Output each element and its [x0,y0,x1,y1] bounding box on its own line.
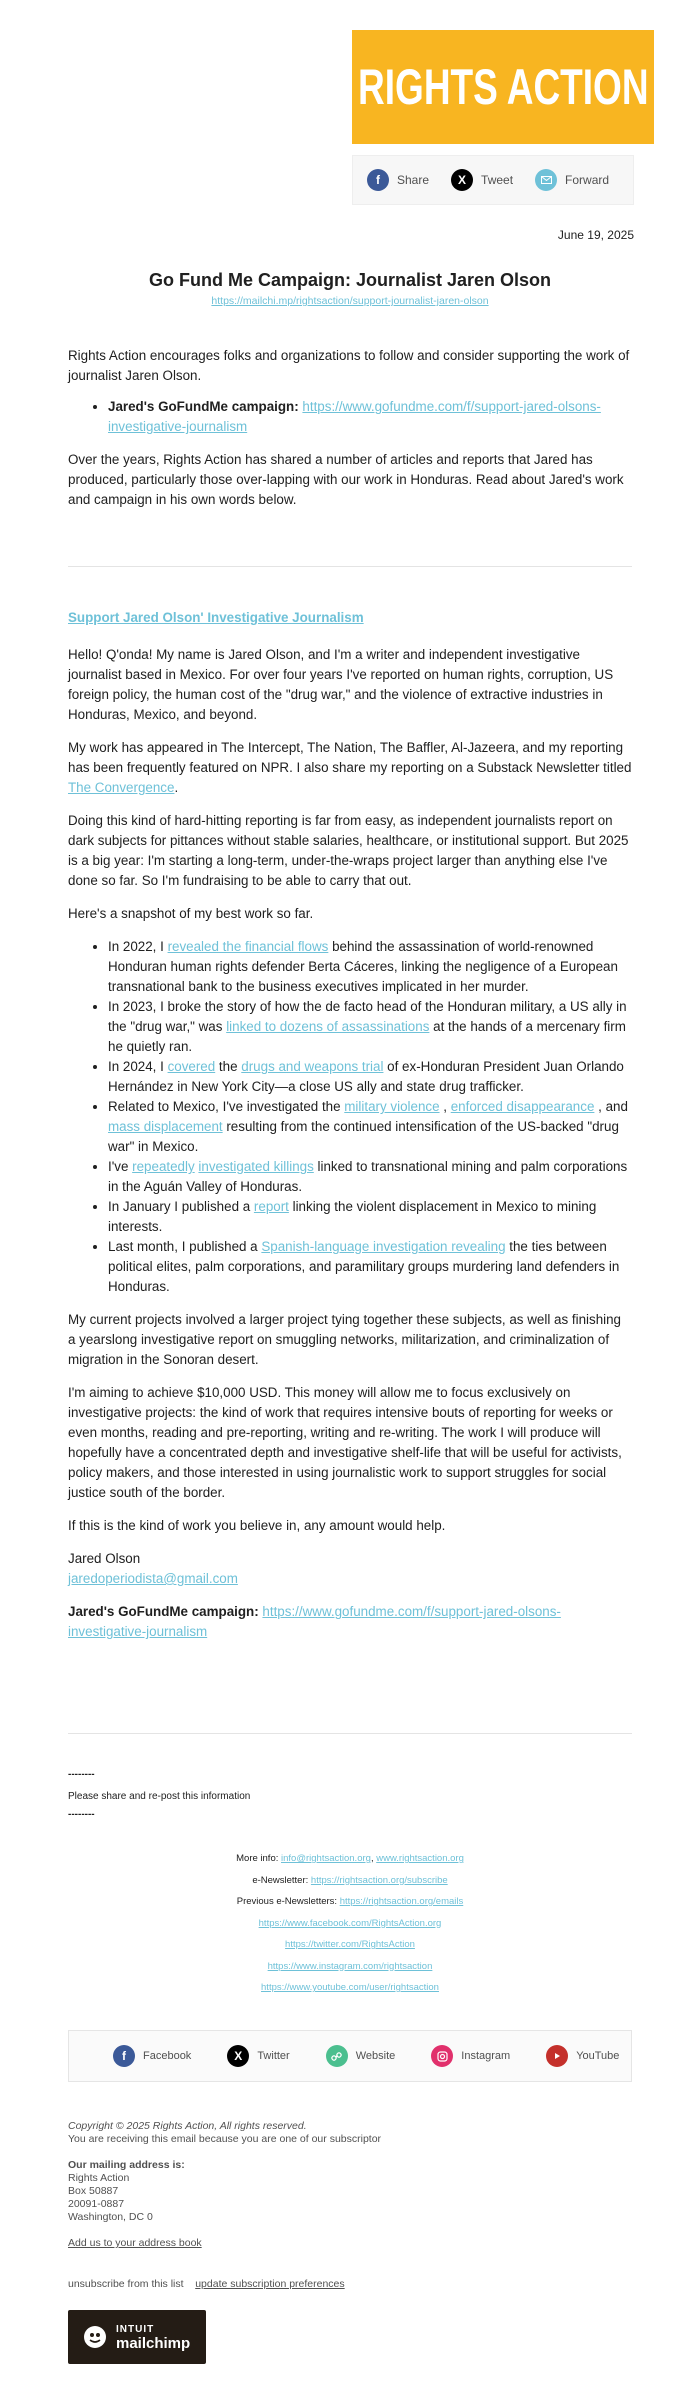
body-paragraph-3: Doing this kind of hard-hitting reporting is far from easy, as independent journalists report on dark subjects for pittances without stable salaries, healthcare, or institutional support. But 2025 is a big year: I'm starting a long-term, under-the-wraps project larger than anything else I've done so far. So I'm fundraising to be able to carry that out. [68,813,629,888]
title-link-wrap [0,295,700,307]
address-line: 20091-0887 [68,2198,125,2210]
covered-link[interactable]: covered [167,1059,216,1074]
body-paragraph-1: Hello! Q'onda! My name is Jared Olson, and I'm a writer and independent investigative journalist based in Mexico. For over four years I've reported on human rights, corruption, US foreign policy, the human cost of the "drug war," and the violence of extractive industries in Honduras, Mexico, and beyond. [68,647,614,722]
gofundme-label: Jared's GoFundMe campaign: [108,399,299,414]
section-title-link[interactable]: Support Jared Olson' Investigative Journalism [68,610,364,625]
legal-footer [68,2120,628,2291]
forward-label: Forward [565,173,610,187]
divider [68,1733,632,1734]
mailing-label: Our mailing address is: [68,2159,185,2171]
signature-name: Jared Olson [68,1551,141,1566]
x-icon: X [227,2045,249,2067]
share-button[interactable] [367,169,429,191]
text: I've [108,1159,133,1174]
list-item [108,1097,632,1157]
email-icon [535,169,557,191]
list-item [108,997,632,1057]
work-list [68,937,632,1297]
text: linked to transnational mining and palm corporations in the Aguán Valley of Honduras. [108,1159,628,1194]
page-title: Go Fund Me Campaign: Journalist Jaren Olson [148,270,552,290]
list-item [108,1197,632,1237]
facebook-line [0,1913,700,1935]
text: . [174,780,179,795]
text: of ex-Honduran President Juan Orlando Hernández in New York City—a close US ally and state drug trafficker. [108,1059,624,1094]
enforced-disappearance-link[interactable]: enforced disappearance [450,1099,595,1114]
text: , [370,1853,377,1864]
more-info-line [0,1848,700,1870]
label: YouTube [576,2050,620,2062]
receiving-note: You are receiving this email because you are one of our subscriptor [68,2133,382,2145]
repost-note: Please share and re-post this information [68,1791,251,1802]
gofundme-line [68,1602,632,1642]
body-paragraph-4: Here's a snapshot of my best work so far. [68,906,314,921]
footer-links [0,1848,700,1999]
emails-link[interactable]: https://rightsaction.org/emails [339,1896,464,1907]
intro [68,346,632,510]
info-email-link[interactable]: info@rightsaction.org [281,1853,371,1864]
spanish-investigation-link[interactable]: Spanish-language investigation revealing [261,1239,506,1254]
body-paragraph-2 [68,738,632,798]
badge-text [116,2323,190,2351]
follow-website[interactable] [326,2045,396,2067]
follow-twitter[interactable] [227,2045,289,2067]
follow-bar [68,2030,632,2082]
body-paragraph-7: If this is the kind of work you believe in, any amount would help. [68,1518,446,1533]
gofundme-label: Jared's GoFundMe campaign: [68,1604,259,1619]
address-line: Box 50887 [68,2185,119,2197]
body-paragraph-5: My current projects involved a larger project tying together these subjects, as well as finishing a yearslong investigative report on smuggling networks, militarization, and criminalization of migration in the Sonoran desert. [68,1312,622,1367]
signature-email-wrap [68,1569,632,1589]
prev-enews-line [0,1891,700,1913]
gofundme-link[interactable]: https://www.gofundme.com/f/support-jared-olsons-investigative-journalism [68,1604,561,1639]
title-link[interactable]: https://mailchi.mp/rightsaction/support-journalist-jaren-olson [211,295,489,307]
repeatedly-link[interactable]: repeatedly [132,1159,195,1174]
text: behind the assassination of world-renowned Honduran human rights defender Berta Cáceres, linking the negligence of a European transnational bank to the business executives implicated in her murder. [108,939,618,994]
intro-paragraph-1: Rights Action encourages folks and organizations to follow and consider supporting the work of journalist Jaren Olson. [68,348,630,383]
facebook-link[interactable]: https://www.facebook.com/RightsAction.org [258,1917,442,1929]
youtube-link[interactable]: https://www.youtube.com/user/rightsaction [261,1982,439,1993]
rights-action-logo[interactable] [352,30,654,144]
article-body [68,645,632,1642]
text: Last month, I published a [108,1239,262,1254]
convergence-link[interactable]: The Convergence [68,780,175,795]
update-preferences-link[interactable]: update subscription preferences [195,2278,345,2290]
text: the [215,1059,242,1074]
unsubscribe-line [68,2278,628,2291]
report-link[interactable]: report [253,1199,289,1214]
tweet-button[interactable] [451,169,513,191]
intro-list [68,397,632,437]
share-bar [352,155,634,205]
x-icon: X [451,169,473,191]
facebook-icon: f [367,169,389,191]
copyright: Copyright © 2025 Rights Action, All rights reserved. [68,2120,307,2132]
address-line: Rights Action [68,2172,130,2184]
mailchimp-badge[interactable] [68,2310,206,2364]
gofundme-link[interactable]: https://www.gofundme.com/f/support-jared-olsons-investigative-journalism [108,399,601,434]
unsubscribe-link[interactable]: unsubscribe from this list [68,2278,184,2290]
list-item [108,1057,632,1097]
list-item [108,397,632,437]
enews-line [0,1870,700,1892]
address-book-link[interactable]: Add us to your address book [68,2237,202,2249]
twitter-link[interactable]: https://twitter.com/RightsAction [285,1939,415,1950]
website-link[interactable]: www.rightsaction.org [376,1853,464,1864]
logo-text: RIGHTS ACTION [357,59,649,115]
label: Twitter [257,2050,290,2062]
text: at the hands of a mercenary firm he quietly ran. [108,1019,626,1054]
text: More info: [236,1853,282,1864]
mass-displacement-link[interactable]: mass displacement [108,1119,223,1134]
list-item [108,1237,632,1297]
text: , and [594,1099,628,1114]
text: My work has appeared in The Intercept, The Nation, The Baffler, Al-Jazeera, and my reporting has been frequently featured on NPR. I also share my reporting on a Substack Newsletter titled [68,740,632,775]
text: In 2024, I [108,1059,168,1074]
address-line: Washington, DC 0 [68,2211,153,2223]
share-label: Share [397,173,430,187]
youtube-line [0,1977,700,1999]
follow-instagram[interactable] [431,2045,510,2067]
text: linking the violent displacement in Mexico to mining interests. [108,1199,597,1234]
text: resulting from the continued intensification of the US-backed "drug war" in Mexico. [108,1119,619,1154]
signature-email-link[interactable]: jaredoperiodista@gmail.com [68,1571,238,1586]
text: Previous e-Newsletters: [236,1896,340,1907]
label: Website [355,2050,396,2062]
badge-mailchimp: mailchimp [116,2335,191,2352]
text: In 2023, I broke the story of how the de facto head of the Honduran military, a US ally in the "drug war," was [108,999,627,1034]
forward-button[interactable] [535,169,609,191]
text: Related to Mexico, I've investigated the [108,1099,345,1114]
divider [68,566,632,567]
military-violence-link[interactable]: military violence [344,1099,440,1114]
list-item [108,937,632,997]
youtube-icon [546,2045,568,2067]
body-paragraph-6: I'm aiming to achieve $10,000 USD. This money will allow me to focus exclusively on investigative projects: the kind of work that requires intensive bouts of reporting for weeks or even months, reading and pre-reporting, writing and re-writing. The work I will produce will hopefully have a concentrated depth and investigative shelf-life that will be useful for activists, policy makers, and those interested in using journalistic work to support struggles for social justice south of the border. [68,1385,622,1500]
text: In 2022, I [108,939,168,954]
text: e-Newsletter: [252,1874,311,1886]
link-icon [326,2045,348,2067]
trial-link[interactable]: drugs and weapons trial [241,1059,384,1074]
list-item [108,1157,632,1197]
instagram-line [0,1956,700,1978]
facebook-icon: f [113,2045,135,2067]
assassinations-link[interactable]: linked to dozens of assassinations [226,1019,430,1034]
text: , [439,1099,451,1114]
tweet-label: Tweet [481,173,514,187]
section-title [68,610,364,625]
investigated-killings-link[interactable]: investigated killings [198,1159,314,1174]
text: In January I published a [108,1199,254,1214]
instagram-icon [431,2045,453,2067]
mailchimp-icon [82,2324,108,2350]
subscribe-link[interactable]: https://rightsaction.org/subscribe [310,1874,448,1886]
dashes: -------- [68,1769,95,1780]
badge-intuit: INTUIT [116,2324,155,2335]
instagram-link[interactable]: https://www.instagram.com/rightsaction [267,1960,433,1972]
follow-youtube[interactable] [546,2045,619,2067]
dashes: -------- [68,1809,95,1820]
address-book-wrap [68,2237,628,2250]
text: the ties between political elites, palm corporations, and paramilitary groups murdering land defenders in Honduras. [108,1239,620,1294]
label: Instagram [461,2050,511,2062]
twitter-line [0,1934,700,1956]
date: June 19, 2025 [557,228,634,242]
intro-paragraph-2: Over the years, Rights Action has shared a number of articles and reports that Jared has produced, particularly those over-lapping with our work in Honduras. Read about Jared's work and campaign in his own words below. [68,452,624,507]
label: Facebook [143,2050,192,2062]
follow-facebook[interactable] [113,2045,191,2067]
financial-flows-link[interactable]: revealed the financial flows [167,939,329,954]
